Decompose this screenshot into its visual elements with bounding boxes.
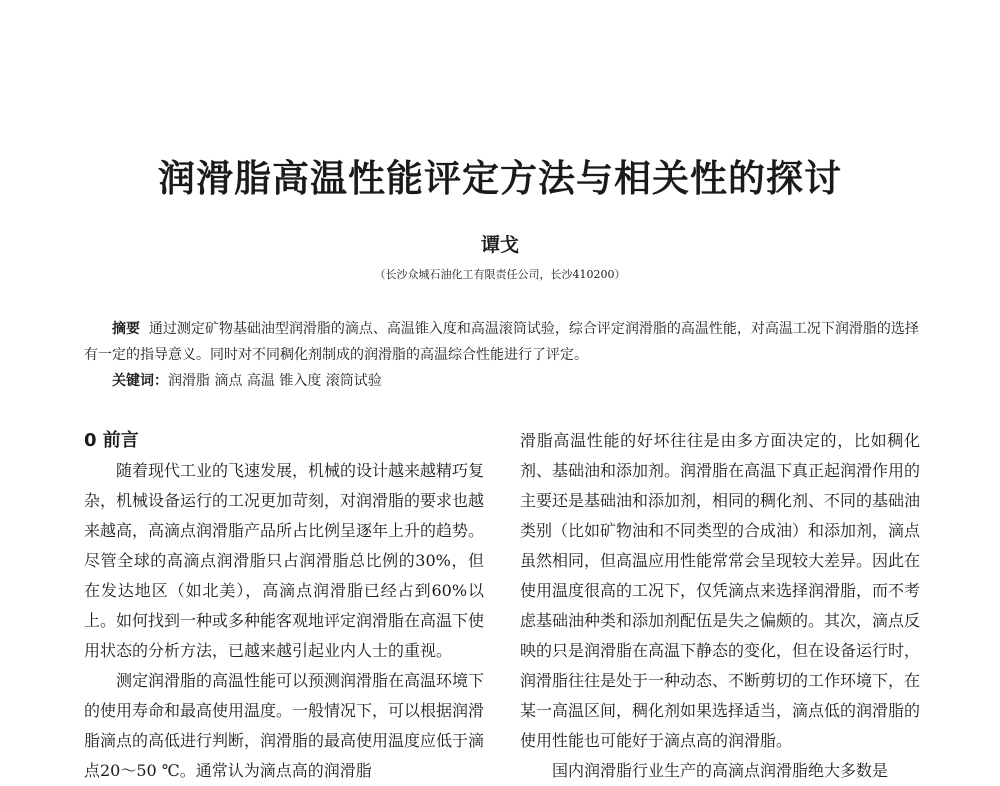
right-column [520, 426, 920, 786]
paragraph: 国内润滑脂行业生产的高滴点润滑脂绝大多数是 [552, 761, 889, 780]
keywords [84, 368, 919, 394]
author-affiliation: （长沙众城石油化工有限责任公司，长沙410200） [374, 268, 626, 281]
paragraph: 测定润滑脂的高温性能可以预测润滑脂在高温环境下的使用寿命和最高使用温度。一般情况下，可以根据润滑脂滴点的高低进行判断，润滑脂的最高使用温度应低于滴点20～50 ℃。通常认为滴点高的润滑脂 [84, 671, 485, 780]
keywords-label: 关键词： [112, 373, 168, 389]
paper-title: 润滑脂高温性能评定方法与相关性的探讨 [158, 157, 842, 200]
paragraph: 随着现代工业的飞速发展，机械的设计越来越精巧复杂，机械设备运行的工况更加苛刻，对润滑脂的要求也越来越高，高滴点润滑脂产品所占比例呈逐年上升的趋势。尽管全球的高滴点润滑脂只占润滑脂总比例的30%，但在发达地区（如北美），高滴点润滑脂已经占到60%以上。如何找到一种或多种能客观地评定润滑脂在高温下使用状态的分析方法，已越来越引起业内人士的重视。 [84, 461, 485, 660]
paragraph: 滑脂高温性能的好坏往往是由多方面决定的，比如稠化剂、基础油和添加剂。润滑脂在高温下真正起润滑作用的主要还是基础油和添加剂，相同的稠化剂、不同的基础油类别（比如矿物油和不同类型的合成油）和添加剂，滴点虽然相同，但高温应用性能常常会呈现较大差异。因此在使用温度很高的工况下，仅凭滴点来选择润滑脂，而不考虑基础油种类和添加剂配伍是失之偏颇的。其次，滴点反映的只是润滑脂在高温下静态的变化，但在设备运行时，润滑脂往往是处于一种动态、不断剪切的工作环境下，在某一高温区间，稠化剂如果选择适当，滴点低的润滑脂的使用性能也可能好于滴点高的润滑脂。 [520, 431, 921, 750]
keywords-text: 润滑脂 滴点 高温 锥入度 滚筒试验 [168, 373, 382, 389]
section-heading: 0 前言 [84, 430, 139, 451]
abstract-text: 通过测定矿物基础油型润滑脂的滴点、高温锥入度和高温滚筒试验，综合评定润滑脂的高温性能，对高温工况下润滑脂的选择有一定的指导意义。同时对不同稠化剂制成的润滑脂的高温综合性能进行了评定。 [84, 321, 919, 363]
left-column [84, 426, 484, 786]
author-name: 谭戈 [480, 234, 519, 256]
abstract [84, 316, 919, 368]
abstract-label: 摘要 [112, 321, 140, 337]
